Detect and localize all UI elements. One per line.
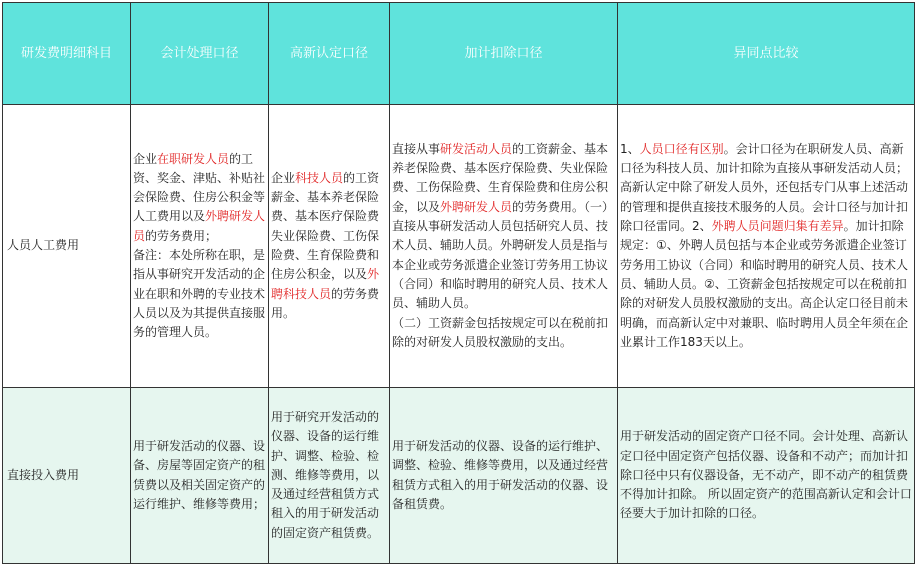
cell-text: 的劳务费用。 [271,286,380,320]
highlight-text: 外聘研发人员 [133,209,266,243]
highlight-text: 科技人员 [295,170,344,185]
header-subject: 研发费明细科目 [3,3,131,105]
highlight-text: 人员口径有区别 [639,141,724,156]
cell-text: 。会计口径为在职研发人员、高新口径为科技人员、加计扣除为直接从事研发活动人员；高新认定中除了研发人员外，还包括专门从事上述活动的管理和提供直接技术服务的人员。会计口径与加计扣除口径雷同。2、 [620,141,909,234]
header-deduction: 加计扣除口径 [390,3,618,105]
cell-text: 企业 [271,170,296,185]
table-row [3,105,915,388]
cell-text: 直接从事 [392,141,441,156]
row-subject: 直接投入费用 [3,388,131,564]
highlight-text: 外聘科技人员 [271,267,380,301]
header-row [3,3,915,105]
highlight-text: 外聘研发人员 [440,199,513,214]
compare-cell [618,105,915,388]
accounting-cell [131,105,269,388]
cell-text: 1、 [620,141,640,156]
cell-text: 的工资薪金、基本养老保险费、基本医疗保险费、失业保险费、工伤保险费、生育保险费和住房公积金，以及 [392,141,609,214]
note-text: 备注：本处所称在职，是指从事研究开发活动的企业在职和外聘的专业技术人员以及为其提供直接服务的管理人员。 [133,248,266,340]
deduction-cell: 用于研发活动的仪器、设备的运行维护、调整、检验、维修等费用，以及通过经营租赁方式租入的用于研发活动的仪器、设备租赁费。 [390,388,618,564]
cell-text: 的劳务费用。（一）直接从事研发活动人员包括研究人员、技术人员、辅助人员。外聘研发人员是指与本企业或劳务派遣企业签订劳务用工协议（合同）和临时聘用的研究人员、技术人员、辅助人员。 [392,199,615,311]
compare-cell: 用于研发活动的固定资产口径不同。会计处理、高新认定口径中固定资产包括仪器、设备和不动产；而加计扣除口径中只有仪器设备，无不动产，即不动产的租赁费不得加计扣除。 所以固定资产的范围高新认定和会计口径要大于加计扣除的口径。 [618,388,915,564]
highlight-text: 研发活动人员 [440,141,513,156]
cell-text: 企业 [133,151,158,166]
header-hightech: 高新认定口径 [269,3,390,105]
table-row [3,388,915,564]
cell-text: （二）工资薪金包括按规定可以在税前扣除的对研发人员股权激励的支出。 [392,315,609,349]
highlight-text: 在职研发人员 [157,151,230,166]
header-accounting: 会计处理口径 [131,3,269,105]
row-subject: 人员人工费用 [3,105,131,388]
cell-text: 。加计扣除规定：①、外聘人员包括与本企业或劳务派遣企业签订劳务用工协议（合同）和临时聘用的研究人员、技术人员、辅助人员。②、工资薪金包括按规定可以在税前扣除的对研发人员股权激励的支出。高企认定口径目前未明确，而高新认定中对兼职、临时聘用人员全年须在企业累计工作183天以上。 [620,219,909,349]
rd-expense-comparison-table [2,2,915,564]
cell-text: 的工资、奖金、津贴、补贴社会保险费、住房公积金等人工费用以及 [133,151,266,224]
cell-text: 的劳务费用； [145,228,218,243]
header-compare: 异同点比较 [618,3,915,105]
hightech-cell: 用于研究开发活动的仪器、设备的运行维护、调整、检验、检测、维修等费用，以及通过经营租赁方式租入的用于研发活动的固定资产租赁费。 [269,388,390,564]
highlight-text: 外聘人员问题归集有差异 [711,219,844,234]
deduction-cell [390,105,618,388]
cell-text: 的工资薪金、基本养老保险费、基本医疗保险费失业保险费、工伤保险费、生育保险费和住房公积金，以及 [271,170,380,282]
hightech-cell [269,105,390,388]
accounting-cell: 用于研发活动的仪器、设备、房屋等固定资产的租赁费以及相关固定资产的运行维护、维修等费用； [131,388,269,564]
